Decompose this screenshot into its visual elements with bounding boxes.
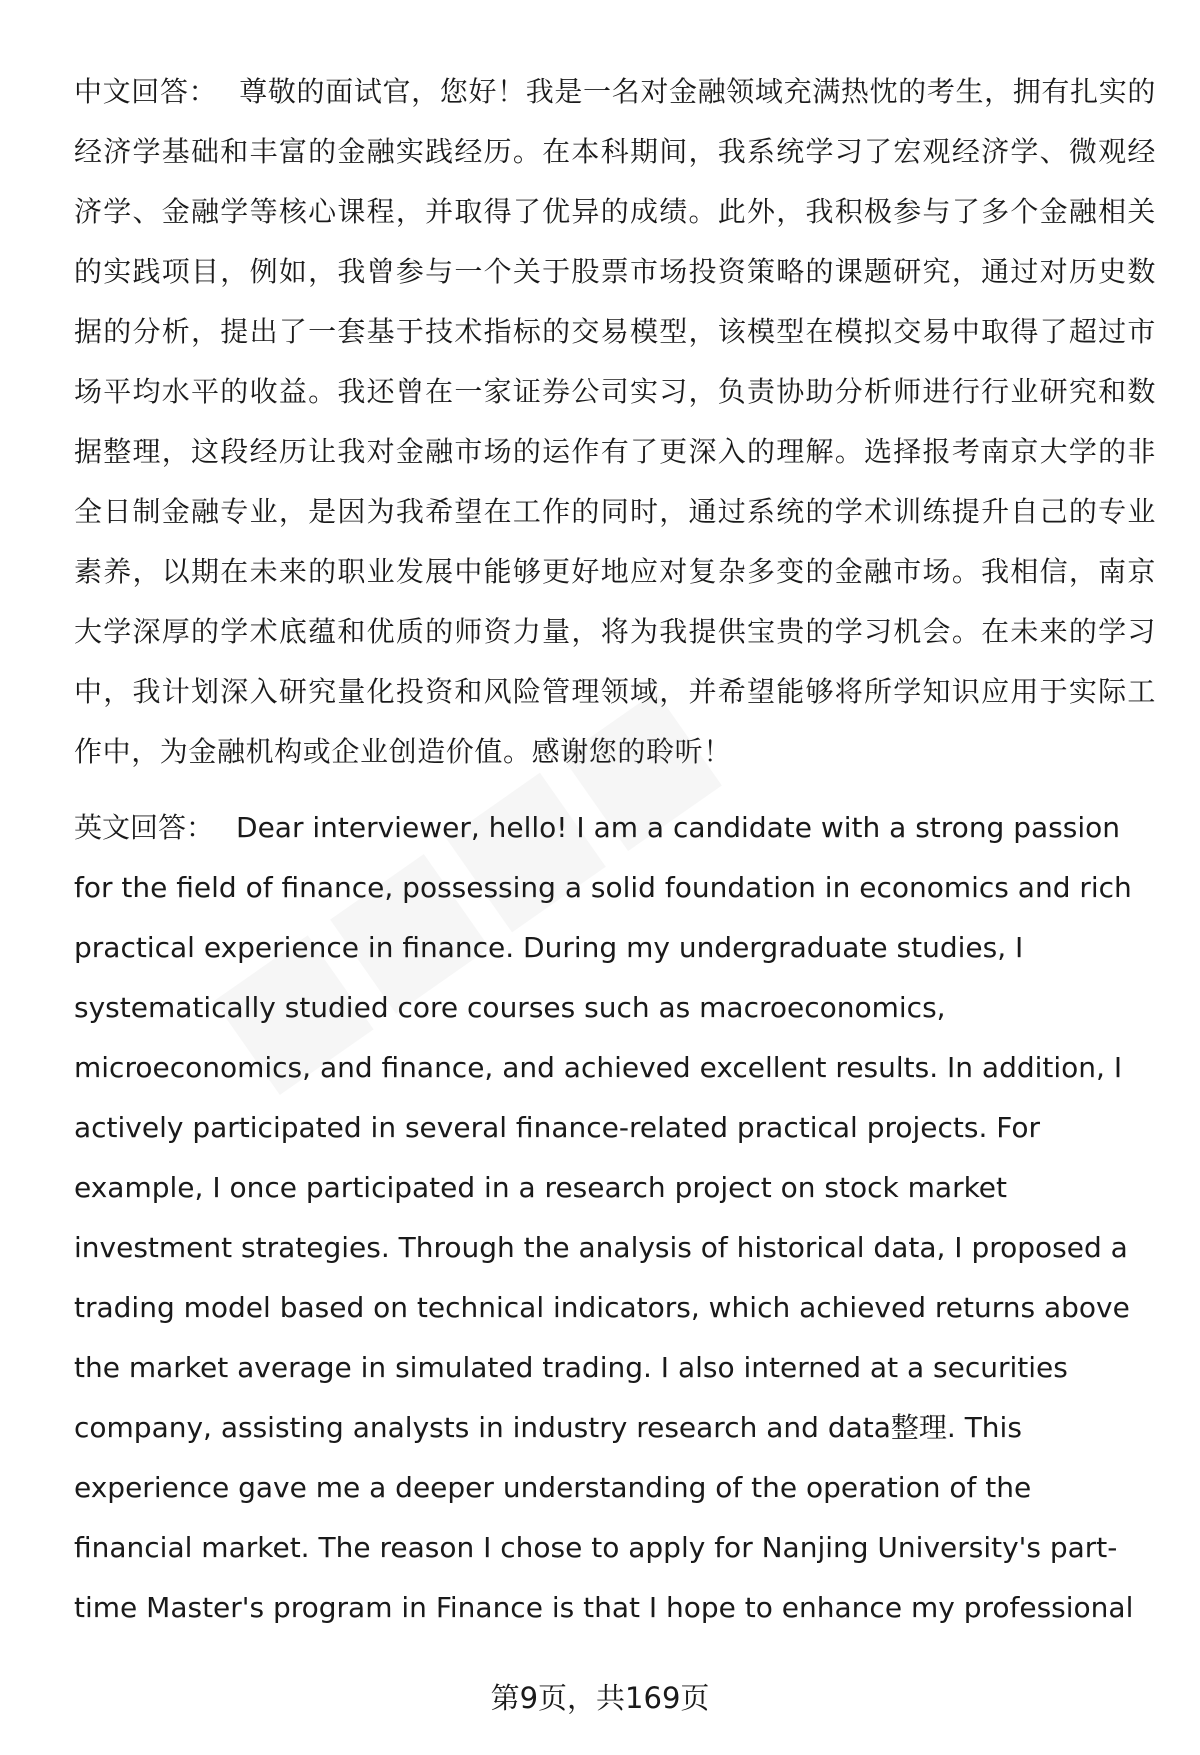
english-answer-text: Dear interviewer, hello! I am a candidate with a strong passion for the field of finance, possessing a solid foundation in economics and rich practical experience in finance. During my undergraduate studies, I systematically studied core courses such as macroeconomics, microeconomics, and finance, and achieved excellent results. In addition, I actively participated in several finance-related practical projects. For example, I once participated in a research project on stock market investment strategies. Through the analysis of historical data, I proposed a trading model based on technical indicators, which achieved returns above the market average in simulated trading. I also interned at a securities company, assisting analysts in industry research and data整理. This experience gave me a deeper understanding of the operation of the financial market. The reason I chose to apply for Nanjing University's part-time Master's program in Finance is that I hope to enhance my professional xyxy=(74,811,1134,1624)
chinese-answer-label: 中文回答： xyxy=(74,75,218,108)
chinese-answer-paragraph xyxy=(74,62,1156,782)
english-answer-label: 英文回答： xyxy=(74,811,215,844)
chinese-answer-text: 尊敬的面试官，您好！我是一名对金融领域充满热忱的考生，拥有扎实的经济学基础和丰富的金融实践经历。在本科期间，我系统学习了宏观经济学、微观经济学、金融学等核心课程，并取得了优异的成绩。此外，我积极参与了多个金融相关的实践项目，例如，我曾参与一个关于股票市场投资策略的课题研究，通过对历史数据的分析，提出了一套基于技术指标的交易模型，该模型在模拟交易中取得了超过市场平均水平的收益。我还曾在一家证券公司实习，负责协助分析师进行行业研究和数据整理，这段经历让我对金融市场的运作有了更深入的理解。选择报考南京大学的非全日制金融专业，是因为我希望在工作的同时，通过系统的学术训练提升自己的专业素养，以期在未来的职业发展中能够更好地应对复杂多变的金融市场。我相信，南京大学深厚的学术底蕴和优质的师资力量，将为我提供宝贵的学习机会。在未来的学习中，我计划深入研究量化投资和风险管理领域，并希望能够将所学知识应用于实际工作中，为金融机构或企业创造价值。感谢您的聆听！ xyxy=(74,75,1156,768)
document-content xyxy=(74,62,1156,1638)
english-answer-paragraph xyxy=(74,798,1156,1638)
page-number-footer: 第9页，共169页 xyxy=(490,1681,710,1715)
